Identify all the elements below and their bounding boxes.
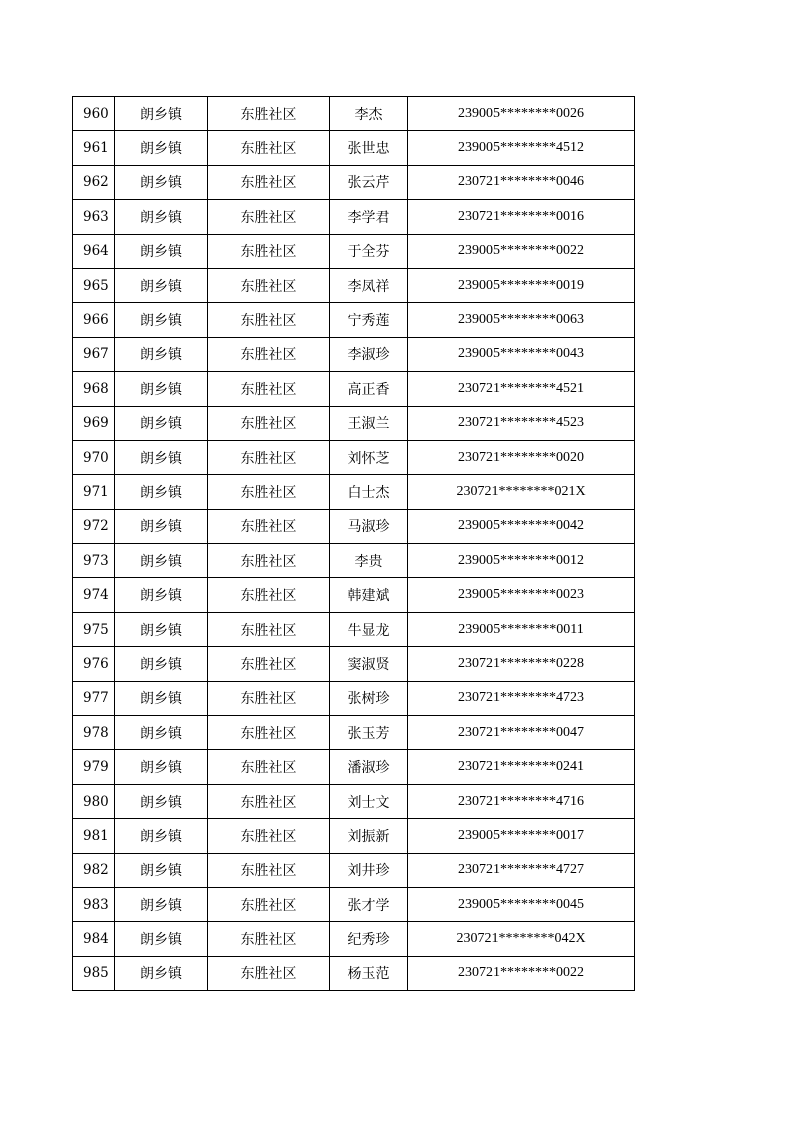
person-name-cell: 李学君 <box>330 200 408 234</box>
id-number-cell: 230721********4727 <box>408 853 635 887</box>
person-name-cell: 白士杰 <box>330 475 408 509</box>
community-cell: 东胜社区 <box>208 303 330 337</box>
id-number-cell: 230721********0020 <box>408 440 635 474</box>
id-number-cell: 230721********4523 <box>408 406 635 440</box>
community-cell: 东胜社区 <box>208 372 330 406</box>
community-cell: 东胜社区 <box>208 956 330 990</box>
town-cell: 朗乡镇 <box>115 612 208 646</box>
community-cell: 东胜社区 <box>208 716 330 750</box>
community-cell: 东胜社区 <box>208 922 330 956</box>
community-cell: 东胜社区 <box>208 97 330 131</box>
row-number-cell: 969 <box>73 406 115 440</box>
town-cell: 朗乡镇 <box>115 578 208 612</box>
person-name-cell: 潘淑珍 <box>330 750 408 784</box>
table-row <box>73 956 635 990</box>
id-number-cell: 239005********0026 <box>408 97 635 131</box>
id-number-cell: 239005********0019 <box>408 268 635 302</box>
person-name-cell: 张才学 <box>330 887 408 921</box>
community-cell: 东胜社区 <box>208 234 330 268</box>
row-number-cell: 971 <box>73 475 115 509</box>
table-row <box>73 819 635 853</box>
table-row <box>73 750 635 784</box>
town-cell: 朗乡镇 <box>115 303 208 337</box>
person-name-cell: 张玉芳 <box>330 716 408 750</box>
person-name-cell: 马淑珍 <box>330 509 408 543</box>
row-number-cell: 985 <box>73 956 115 990</box>
person-name-cell: 窦淑贤 <box>330 647 408 681</box>
person-name-cell: 韩建斌 <box>330 578 408 612</box>
table-row <box>73 853 635 887</box>
town-cell: 朗乡镇 <box>115 97 208 131</box>
id-number-cell: 230721********4716 <box>408 784 635 818</box>
row-number-cell: 966 <box>73 303 115 337</box>
row-number-cell: 967 <box>73 337 115 371</box>
table-row <box>73 268 635 302</box>
person-name-cell: 李淑珍 <box>330 337 408 371</box>
person-name-cell: 李贵 <box>330 544 408 578</box>
row-number-cell: 976 <box>73 647 115 681</box>
community-cell: 东胜社区 <box>208 337 330 371</box>
id-number-cell: 239005********0023 <box>408 578 635 612</box>
town-cell: 朗乡镇 <box>115 234 208 268</box>
person-name-cell: 刘士文 <box>330 784 408 818</box>
id-number-cell: 239005********0017 <box>408 819 635 853</box>
table-row <box>73 716 635 750</box>
community-cell: 东胜社区 <box>208 578 330 612</box>
person-name-cell: 刘怀芝 <box>330 440 408 474</box>
id-number-cell: 239005********0042 <box>408 509 635 543</box>
id-number-cell: 230721********0228 <box>408 647 635 681</box>
id-number-cell: 230721********4521 <box>408 372 635 406</box>
row-number-cell: 972 <box>73 509 115 543</box>
town-cell: 朗乡镇 <box>115 337 208 371</box>
row-number-cell: 963 <box>73 200 115 234</box>
row-number-cell: 961 <box>73 131 115 165</box>
person-name-cell: 李杰 <box>330 97 408 131</box>
table-row <box>73 303 635 337</box>
community-cell: 东胜社区 <box>208 268 330 302</box>
community-cell: 东胜社区 <box>208 475 330 509</box>
row-number-cell: 981 <box>73 819 115 853</box>
table-row <box>73 97 635 131</box>
town-cell: 朗乡镇 <box>115 956 208 990</box>
row-number-cell: 984 <box>73 922 115 956</box>
row-number-cell: 980 <box>73 784 115 818</box>
row-number-cell: 968 <box>73 372 115 406</box>
table-row <box>73 784 635 818</box>
table-row <box>73 681 635 715</box>
community-cell: 东胜社区 <box>208 509 330 543</box>
id-number-cell: 230721********0047 <box>408 716 635 750</box>
id-number-cell: 230721********021X <box>408 475 635 509</box>
town-cell: 朗乡镇 <box>115 131 208 165</box>
id-number-cell: 239005********4512 <box>408 131 635 165</box>
table-row <box>73 372 635 406</box>
id-number-cell: 230721********042X <box>408 922 635 956</box>
town-cell: 朗乡镇 <box>115 372 208 406</box>
row-number-cell: 982 <box>73 853 115 887</box>
row-number-cell: 962 <box>73 165 115 199</box>
person-name-cell: 刘井珍 <box>330 853 408 887</box>
table-row <box>73 509 635 543</box>
person-name-cell: 张世忠 <box>330 131 408 165</box>
row-number-cell: 977 <box>73 681 115 715</box>
person-name-cell: 刘振新 <box>330 819 408 853</box>
town-cell: 朗乡镇 <box>115 922 208 956</box>
id-number-cell: 230721********0046 <box>408 165 635 199</box>
id-number-cell: 239005********0063 <box>408 303 635 337</box>
town-cell: 朗乡镇 <box>115 200 208 234</box>
community-cell: 东胜社区 <box>208 647 330 681</box>
table-row <box>73 234 635 268</box>
id-number-cell: 230721********4723 <box>408 681 635 715</box>
person-name-cell: 李凤祥 <box>330 268 408 302</box>
person-name-cell: 于全芬 <box>330 234 408 268</box>
id-number-cell: 230721********0022 <box>408 956 635 990</box>
town-cell: 朗乡镇 <box>115 475 208 509</box>
table-row <box>73 612 635 646</box>
row-number-cell: 979 <box>73 750 115 784</box>
person-name-cell: 王淑兰 <box>330 406 408 440</box>
community-cell: 东胜社区 <box>208 681 330 715</box>
community-cell: 东胜社区 <box>208 784 330 818</box>
community-cell: 东胜社区 <box>208 853 330 887</box>
row-number-cell: 960 <box>73 97 115 131</box>
table-row <box>73 544 635 578</box>
row-number-cell: 973 <box>73 544 115 578</box>
table-row <box>73 406 635 440</box>
person-name-cell: 纪秀珍 <box>330 922 408 956</box>
town-cell: 朗乡镇 <box>115 647 208 681</box>
town-cell: 朗乡镇 <box>115 819 208 853</box>
row-number-cell: 978 <box>73 716 115 750</box>
community-cell: 东胜社区 <box>208 165 330 199</box>
table-row <box>73 578 635 612</box>
town-cell: 朗乡镇 <box>115 406 208 440</box>
town-cell: 朗乡镇 <box>115 716 208 750</box>
id-number-cell: 239005********0011 <box>408 612 635 646</box>
person-name-cell: 张云芹 <box>330 165 408 199</box>
person-name-cell: 杨玉范 <box>330 956 408 990</box>
town-cell: 朗乡镇 <box>115 853 208 887</box>
person-name-cell: 张树珍 <box>330 681 408 715</box>
town-cell: 朗乡镇 <box>115 165 208 199</box>
row-number-cell: 970 <box>73 440 115 474</box>
table-row <box>73 440 635 474</box>
row-number-cell: 983 <box>73 887 115 921</box>
table-row <box>73 887 635 921</box>
table-row <box>73 165 635 199</box>
table-row <box>73 475 635 509</box>
town-cell: 朗乡镇 <box>115 440 208 474</box>
person-name-cell: 牛显龙 <box>330 612 408 646</box>
roster-table <box>72 96 635 991</box>
row-number-cell: 965 <box>73 268 115 302</box>
town-cell: 朗乡镇 <box>115 681 208 715</box>
row-number-cell: 975 <box>73 612 115 646</box>
community-cell: 东胜社区 <box>208 406 330 440</box>
table-row <box>73 200 635 234</box>
community-cell: 东胜社区 <box>208 131 330 165</box>
id-number-cell: 239005********0022 <box>408 234 635 268</box>
town-cell: 朗乡镇 <box>115 544 208 578</box>
town-cell: 朗乡镇 <box>115 887 208 921</box>
roster-table-body <box>73 97 635 991</box>
id-number-cell: 239005********0012 <box>408 544 635 578</box>
community-cell: 东胜社区 <box>208 612 330 646</box>
person-name-cell: 宁秀莲 <box>330 303 408 337</box>
town-cell: 朗乡镇 <box>115 268 208 302</box>
table-row <box>73 647 635 681</box>
id-number-cell: 230721********0241 <box>408 750 635 784</box>
community-cell: 东胜社区 <box>208 887 330 921</box>
row-number-cell: 974 <box>73 578 115 612</box>
table-row <box>73 922 635 956</box>
row-number-cell: 964 <box>73 234 115 268</box>
id-number-cell: 239005********0045 <box>408 887 635 921</box>
person-name-cell: 高正香 <box>330 372 408 406</box>
table-row <box>73 337 635 371</box>
community-cell: 东胜社区 <box>208 544 330 578</box>
document-page <box>72 96 634 991</box>
community-cell: 东胜社区 <box>208 750 330 784</box>
town-cell: 朗乡镇 <box>115 750 208 784</box>
id-number-cell: 230721********0016 <box>408 200 635 234</box>
community-cell: 东胜社区 <box>208 819 330 853</box>
id-number-cell: 239005********0043 <box>408 337 635 371</box>
town-cell: 朗乡镇 <box>115 509 208 543</box>
community-cell: 东胜社区 <box>208 200 330 234</box>
community-cell: 东胜社区 <box>208 440 330 474</box>
town-cell: 朗乡镇 <box>115 784 208 818</box>
table-row <box>73 131 635 165</box>
